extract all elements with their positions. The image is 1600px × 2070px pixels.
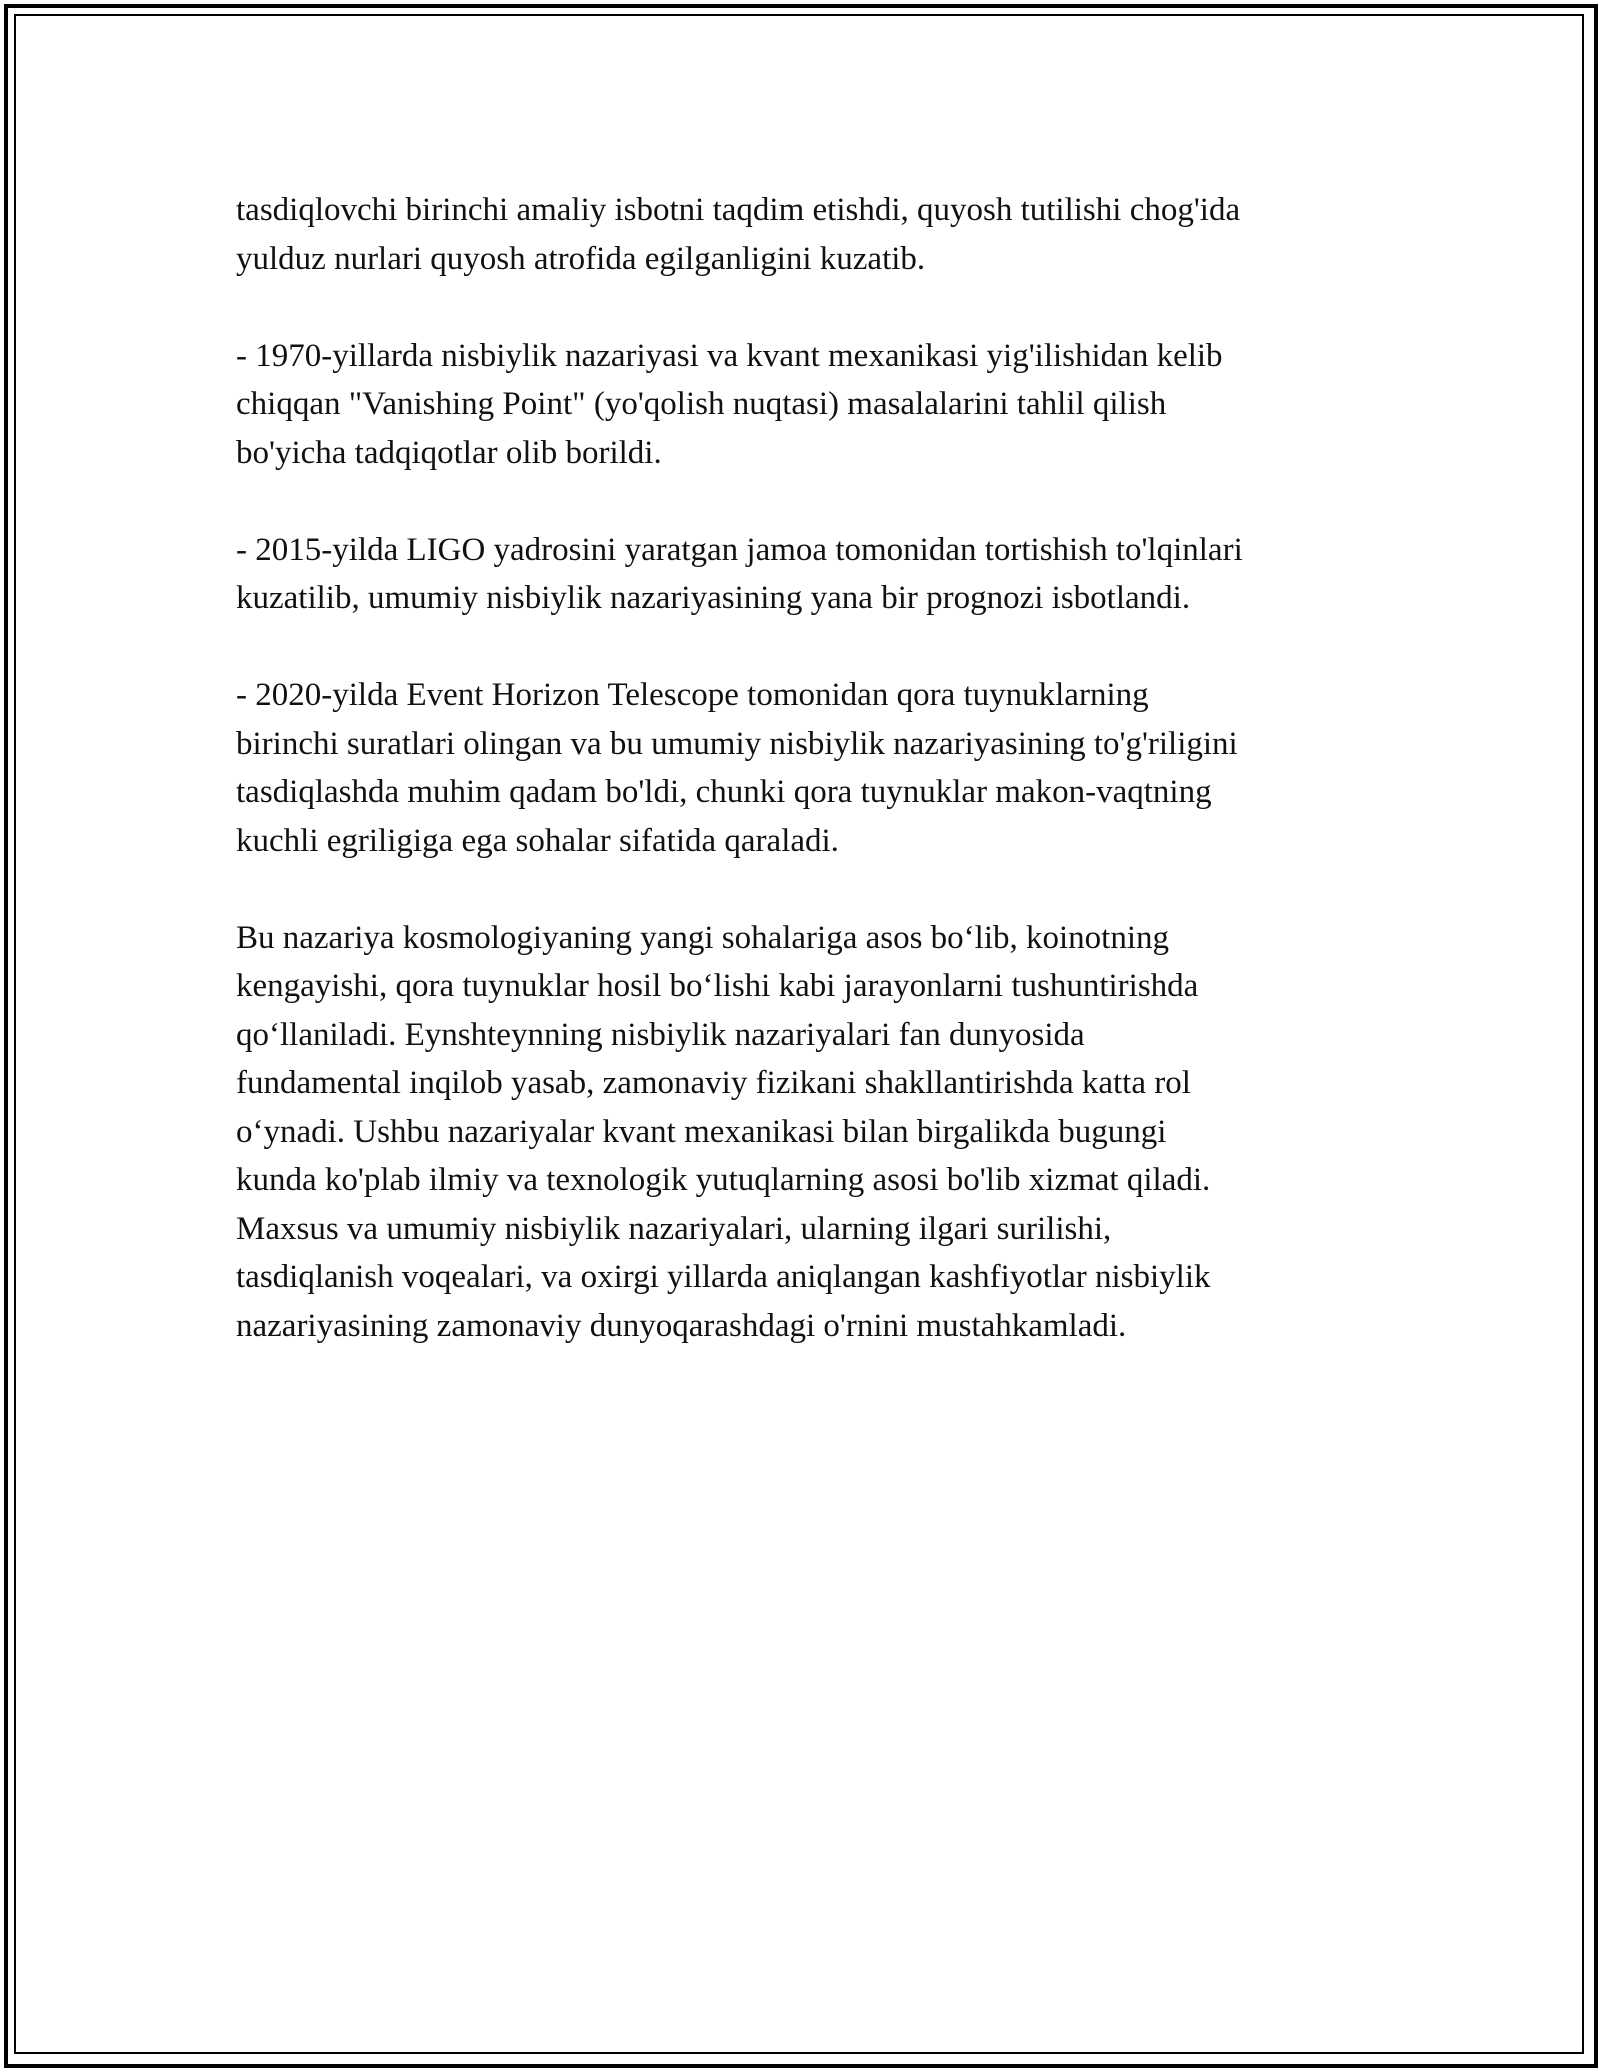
paragraph-2015-ligo: - 2015-yilda LIGO yadrosini yaratgan jamoa tomonidan tortishish to'lqinlari kuzatilib, umumiy nisbiylik nazariyasining yana bir prognozi isbotlandi. xyxy=(236,531,1243,616)
paragraph-2020-event-horizon: - 2020-yilda Event Horizon Telescope tomonidan qora tuynuklarning birinchi suratlari olingan va bu umumiy nisbiylik nazariyasining to'g'riligini tasdiqlashda muhim qadam bo'ldi, chunki qora tuynuklar makon-vaqtning kuchli egriligiga ega sohalar sifatida qaraladi. xyxy=(236,677,1238,859)
document-body xyxy=(236,186,1376,1399)
paragraph-eclipse-evidence: tasdiqlovchi birinchi amaliy isbotni taqdim etishdi, quyosh tutilishi chog'ida yulduz nurlari quyosh atrofida egilganligini kuzatib. xyxy=(236,192,1241,277)
paragraph-1970s-research: - 1970-yillarda nisbiylik nazariyasi va kvant mexanikasi yig'ilishidan kelib chiqqan "Vanishing Point" (yo'qolish nuqtasi) masalalarini tahlil qilish bo'yicha tadqiqotlar olib borildi. xyxy=(236,337,1223,471)
paragraph-conclusion: Bu nazariya kosmologiyaning yangi sohalariga asos bo‘lib, koinotning kengayishi, qora tuynuklar hosil bo‘lishi kabi jarayonlarni tushuntirishda qo‘llaniladi. Eynshteynning nisbiylik nazariyalari fan dunyosida fundamental inqilob yasab, zamonaviy fizikani shakllantirishda katta rol o‘ynadi. Ushbu nazariyalar kvant mexanikasi bilan birgalikda bugungi kunda ko'plab ilmiy va texnologik yutuqlarning asosi bo'lib xizmat qiladi. Maxsus va umumiy nisbiylik nazariyalari, ularning ilgari surilishi, tasdiqlanish voqealari, va oxirgi yillarda aniqlangan kashfiyotlar nisbiylik nazariyasining zamonaviy dunyoqarashdagi o'rnini mustahkamladi. xyxy=(236,919,1211,1344)
